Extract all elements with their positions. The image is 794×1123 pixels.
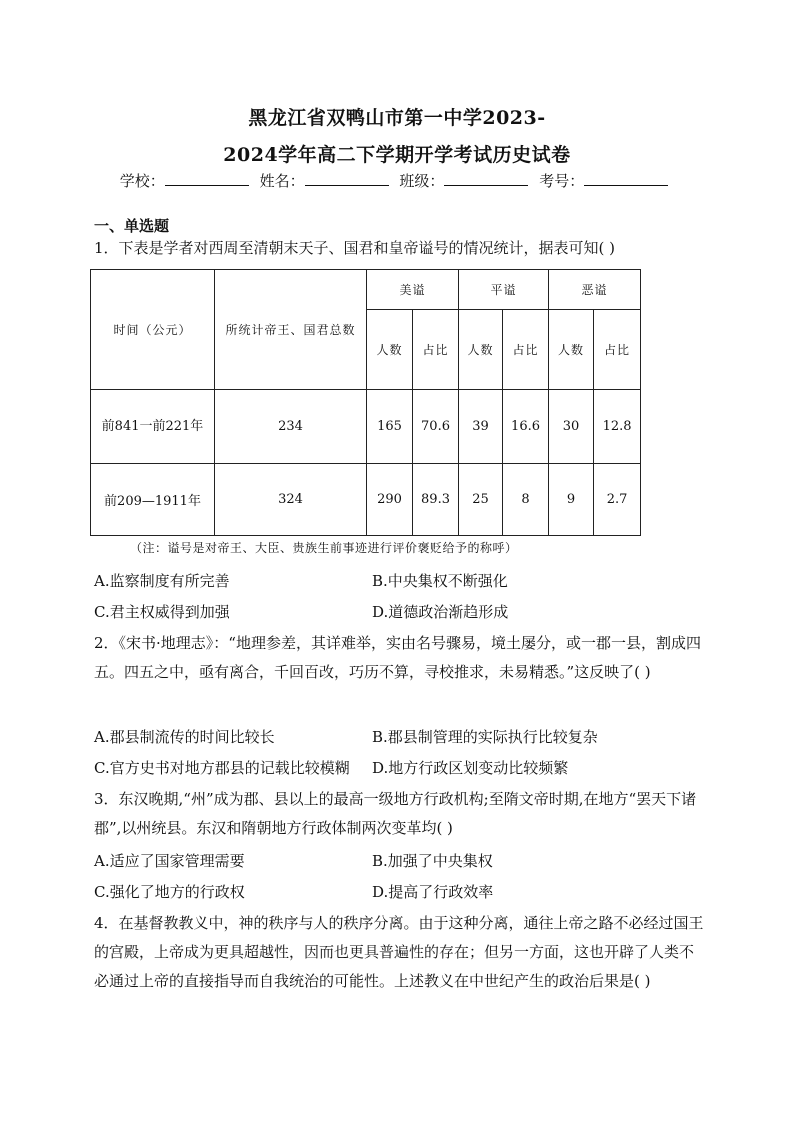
header-total: 所统计帝王、国君总数: [215, 270, 367, 390]
q1-option-c: C.君主权威得到加强: [94, 603, 230, 621]
table-row: [91, 464, 641, 536]
cell-mei-ratio: 89.3: [413, 464, 459, 536]
class-blank: [444, 171, 528, 186]
cell-ping-count: 25: [459, 464, 503, 536]
cell-e-count: 30: [549, 390, 594, 464]
header-ping: 平谥: [459, 270, 549, 310]
q1-stem: 1．下表是学者对西周至清朝末天子、国君和皇帝谥号的情况统计，据表可知( ): [94, 239, 616, 257]
name-label: 姓名：: [259, 172, 305, 190]
header-count: 人数: [367, 310, 413, 390]
title-line-2: 2024学年高二下学期开学考试历史试卷: [223, 144, 571, 166]
cell-total: 324: [215, 464, 367, 536]
table-row: [91, 390, 641, 464]
q1-option-b: B.中央集权不断强化: [372, 572, 508, 590]
cell-time: 前209—1911年: [91, 464, 215, 536]
class-label: 班级：: [399, 172, 445, 190]
header-count: 人数: [459, 310, 503, 390]
header-ratio: 占比: [503, 310, 549, 390]
title-line-1: 黑龙江省双鸭山市第一中学2023-: [248, 107, 546, 129]
q2-option-c: C.官方史书对地方郡县的记载比较模糊: [94, 759, 350, 777]
header-time: 时间（公元）: [91, 270, 215, 390]
q3-option-c: C.强化了地方的行政权: [94, 883, 245, 901]
cell-e-count: 9: [549, 464, 594, 536]
cell-mei-count: 165: [367, 390, 413, 464]
cell-total: 234: [215, 390, 367, 464]
student-info-line: [0, 170, 794, 191]
section-heading: 一、单选题: [94, 217, 170, 235]
cell-ping-count: 39: [459, 390, 503, 464]
q1-option-d: D.道德政治渐趋形成: [372, 603, 509, 621]
number-label: 考号：: [539, 172, 585, 190]
number-blank: [584, 171, 668, 186]
header-ratio: 占比: [413, 310, 459, 390]
posthumous-title-table: [90, 269, 641, 536]
q2-stem: 2．《宋书·地理志》：“地理参差，其详难举，实由名号骤易，境土屡分，或一郡一县，割成四五。四五之中，亟有离合，千回百改，巧历不算，寻校推求，未易精悉。”这反映了( ): [94, 634, 701, 681]
cell-e-ratio: 12.8: [594, 390, 641, 464]
q3-option-b: B.加强了中央集权: [372, 852, 493, 870]
q3-stem: 3．东汉晚期,“州”成为郡、县以上的最高一级地方行政机构;至隋文帝时期,在地方“罢天下诸郡”,以州统县。东汉和隋朝地方行政体制两次变革均( ): [94, 790, 697, 837]
q4-stem: 4．在基督教教义中，神的秩序与人的秩序分离。由于这种分离，通往上帝之路不必经过国王的宫殿，上帝成为更具超越性，因而也更具普遍性的存在；但另一方面，这也开辟了人类不必通过上帝的直接指导而自我统治的可能性。上述教义在中世纪产生的政治后果是( ): [94, 914, 704, 990]
name-blank: [305, 171, 389, 186]
q3-option-d: D.提高了行政效率: [372, 883, 494, 901]
school-blank: [165, 171, 249, 186]
q2-option-a: A.郡县制流传的时间比较长: [94, 728, 275, 746]
cell-e-ratio: 2.7: [594, 464, 641, 536]
cell-mei-ratio: 70.6: [413, 390, 459, 464]
header-e: 恶谥: [549, 270, 641, 310]
q2-option-b: B.郡县制管理的实际执行比较复杂: [372, 728, 598, 746]
cell-ping-ratio: 8: [503, 464, 549, 536]
q1-option-a: A.监察制度有所完善: [94, 572, 230, 590]
table-note: （注：谥号是对帝王、大臣、贵族生前事迹进行评价褒贬给予的称呼）: [130, 541, 518, 555]
header-count: 人数: [549, 310, 594, 390]
q3-option-a: A.适应了国家管理需要: [94, 852, 245, 870]
cell-mei-count: 290: [367, 464, 413, 536]
header-mei: 美谥: [367, 270, 459, 310]
header-ratio: 占比: [594, 310, 641, 390]
q2-option-d: D.地方行政区划变动比较频繁: [372, 759, 569, 777]
cell-time: 前841一前221年: [91, 390, 215, 464]
cell-ping-ratio: 16.6: [503, 390, 549, 464]
school-label: 学校：: [119, 172, 165, 190]
